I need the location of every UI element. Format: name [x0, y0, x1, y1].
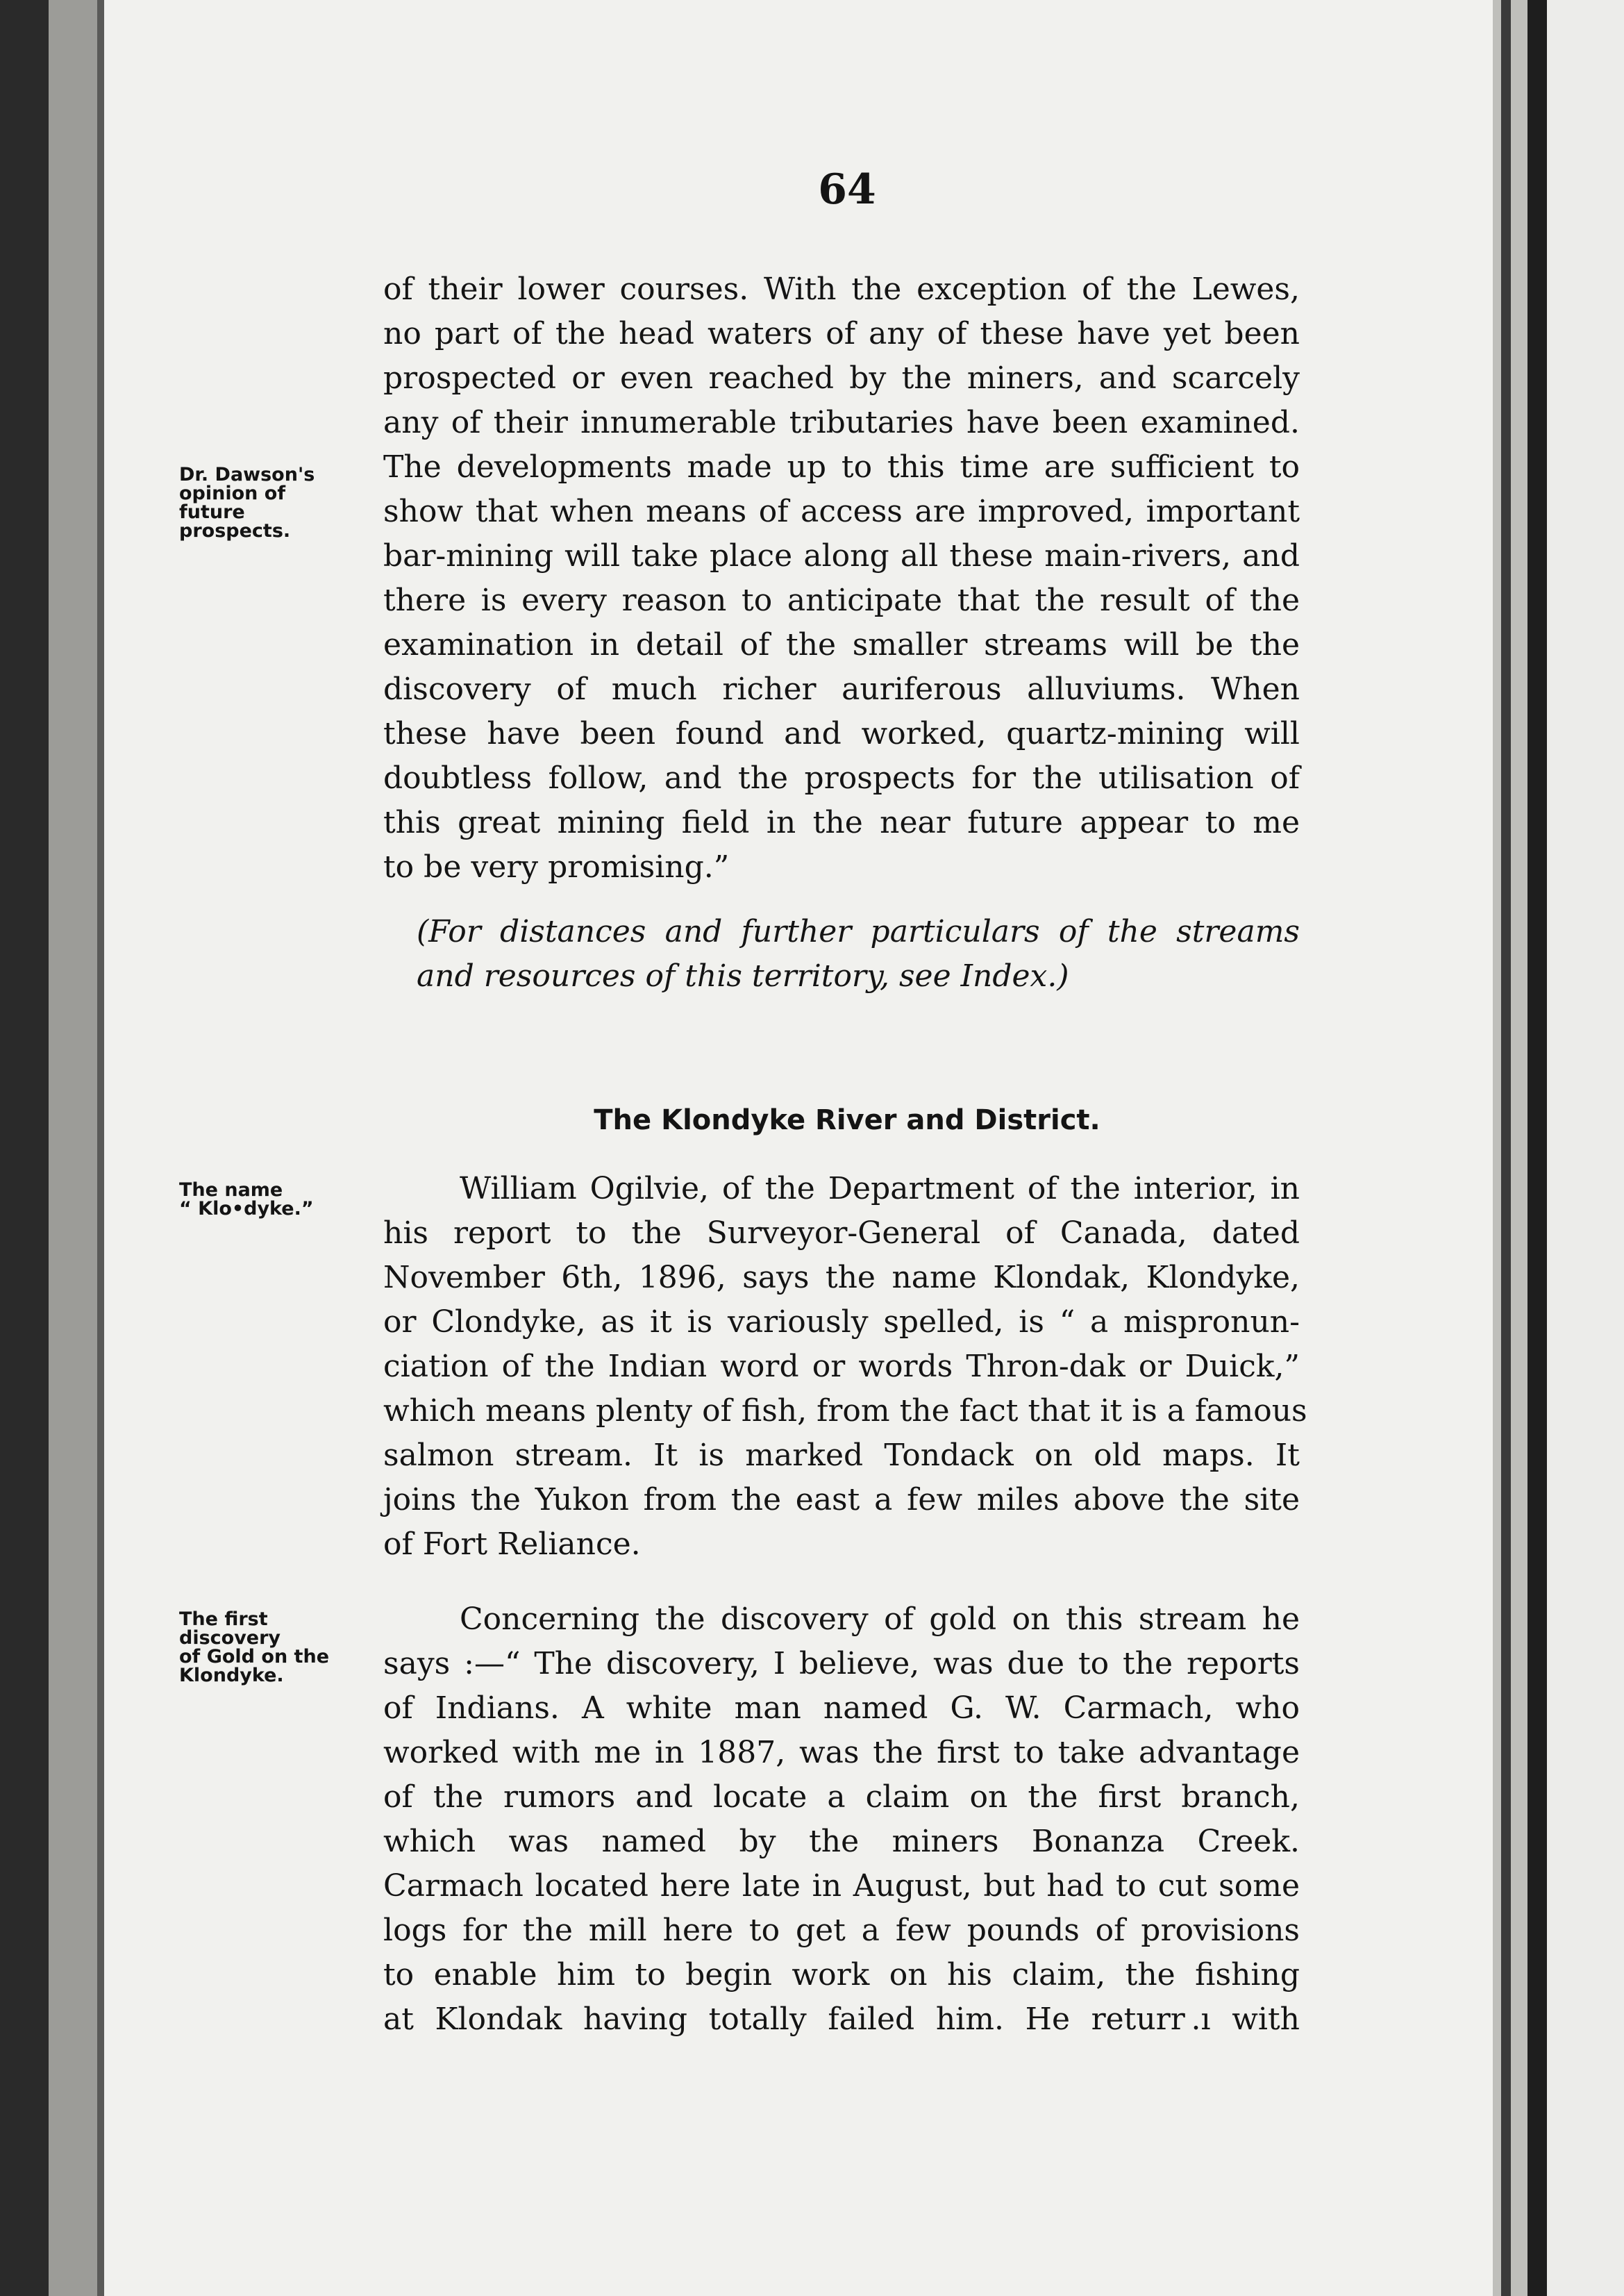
- text-line: William Ogilvie, of the Department of the interior, in: [460, 1171, 1300, 1206]
- text-line: doubtless follow, and the prospects for the utilisation of: [383, 760, 1300, 796]
- text-line: logs for the mill here to get a few pounds of provisions: [383, 1913, 1300, 1948]
- margin-note-line: of Gold on the: [179, 1646, 329, 1667]
- text-line: salmon stream. It is marked Tondack on old maps. It: [383, 1438, 1300, 1473]
- text-line: which was named by the miners Bonanza Creek.: [383, 1824, 1300, 1859]
- text-line: ciation of the Indian word or words Thron-dak or Duick,”: [383, 1349, 1300, 1384]
- margin-note-line: The first: [179, 1608, 268, 1630]
- page-edge-line: [1501, 0, 1511, 2296]
- text-line: bar-mining will take place along all these main-rivers, and: [383, 538, 1300, 574]
- margin-note-line: Klondyke.: [179, 1665, 284, 1686]
- margin-note-line: future: [179, 501, 245, 523]
- text-line: discovery of much richer auriferous alluviums. When: [383, 672, 1300, 707]
- margin-note-line: Dr. Dawson's: [179, 464, 315, 485]
- margin-note-first-discovery: [179, 1610, 380, 1685]
- cover-edge: [1527, 0, 1547, 2296]
- margin-note-line: “ Klo•dyke.”: [179, 1198, 314, 1220]
- text-line: and resources of this territory, see Index.): [417, 958, 1069, 994]
- text-line: of Fort Reliance.: [383, 1526, 641, 1562]
- text-line: joins the Yukon from the east a few miles above the site: [383, 1482, 1300, 1517]
- text-line: his report to the Surveyor-General of Canada, dated: [383, 1215, 1300, 1251]
- margin-note-line: discovery: [179, 1627, 281, 1649]
- text-line: or Clondyke, as it is variously spelled, is “ a mispronun-: [383, 1304, 1300, 1340]
- binding-gutter: [49, 0, 97, 2296]
- text-line: of Indians. A white man named G. W. Carmach, who: [383, 1690, 1300, 1726]
- text-line: (For distances and further particulars of the streams: [417, 914, 1300, 949]
- scan-background: [1547, 0, 1624, 2296]
- text-line: these have been found and worked, quartz-mining will: [383, 716, 1300, 751]
- text-line: Carmach located here late in August, but had to cut some: [383, 1868, 1300, 1904]
- text-line: no part of the head waters of any of these have yet been: [383, 316, 1300, 351]
- section-heading: The Klondyke River and District.: [594, 1104, 1100, 1136]
- text-line: prospected or even reached by the miners, and scarcely: [383, 360, 1300, 396]
- margin-note-line: prospects.: [179, 520, 291, 542]
- text-line: says :—“ The discovery, I believe, was due to the reports: [383, 1646, 1300, 1681]
- paragraph-first-discovery: [383, 1597, 1300, 2042]
- text-line: of their lower courses. With the exception of the Lewes,: [383, 272, 1300, 307]
- text-line: November 6th, 1896, says the name Klondak, Klondyke,: [383, 1260, 1300, 1295]
- text-line: show that when means of access are improved, important: [383, 494, 1300, 529]
- text-line: of the rumors and locate a claim on the first branch,: [383, 1779, 1300, 1815]
- text-line: this great mining field in the near future appear to me: [383, 805, 1300, 840]
- text-line: to enable him to begin work on his claim, the fishing: [383, 1957, 1300, 1993]
- text-line: there is every reason to anticipate that the result of the: [383, 583, 1300, 618]
- margin-note-name: [179, 1181, 380, 1218]
- paragraph-klondyke-name: [383, 1167, 1307, 1567]
- paragraph-dawson-quote: [383, 267, 1300, 890]
- margin-note-dawson: [179, 465, 380, 540]
- text-line: to be very promising.”: [383, 849, 730, 885]
- margin-note-line: opinion of: [179, 483, 286, 504]
- text-line: at Klondak having totally failed him. He returr .ı with: [383, 2002, 1300, 2037]
- text-line: which means plenty of fish, from the fact that it is a famous: [383, 1393, 1307, 1429]
- binding-shadow: [0, 0, 49, 2296]
- margin-note-line: The name: [179, 1179, 283, 1201]
- paragraph-index-note: [417, 910, 1300, 999]
- text-line: Concerning the discovery of gold on this stream he: [460, 1602, 1300, 1637]
- text-line: The developments made up to this time are sufficient to: [383, 449, 1300, 485]
- binding-edge: [97, 0, 104, 2296]
- page-number: 64: [818, 165, 876, 214]
- text-line: examination in detail of the smaller streams will be the: [383, 627, 1300, 663]
- text-line: any of their innumerable tributaries have been examined.: [383, 405, 1300, 440]
- text-line: worked with me in 1887, was the first to take advantage: [383, 1735, 1300, 1770]
